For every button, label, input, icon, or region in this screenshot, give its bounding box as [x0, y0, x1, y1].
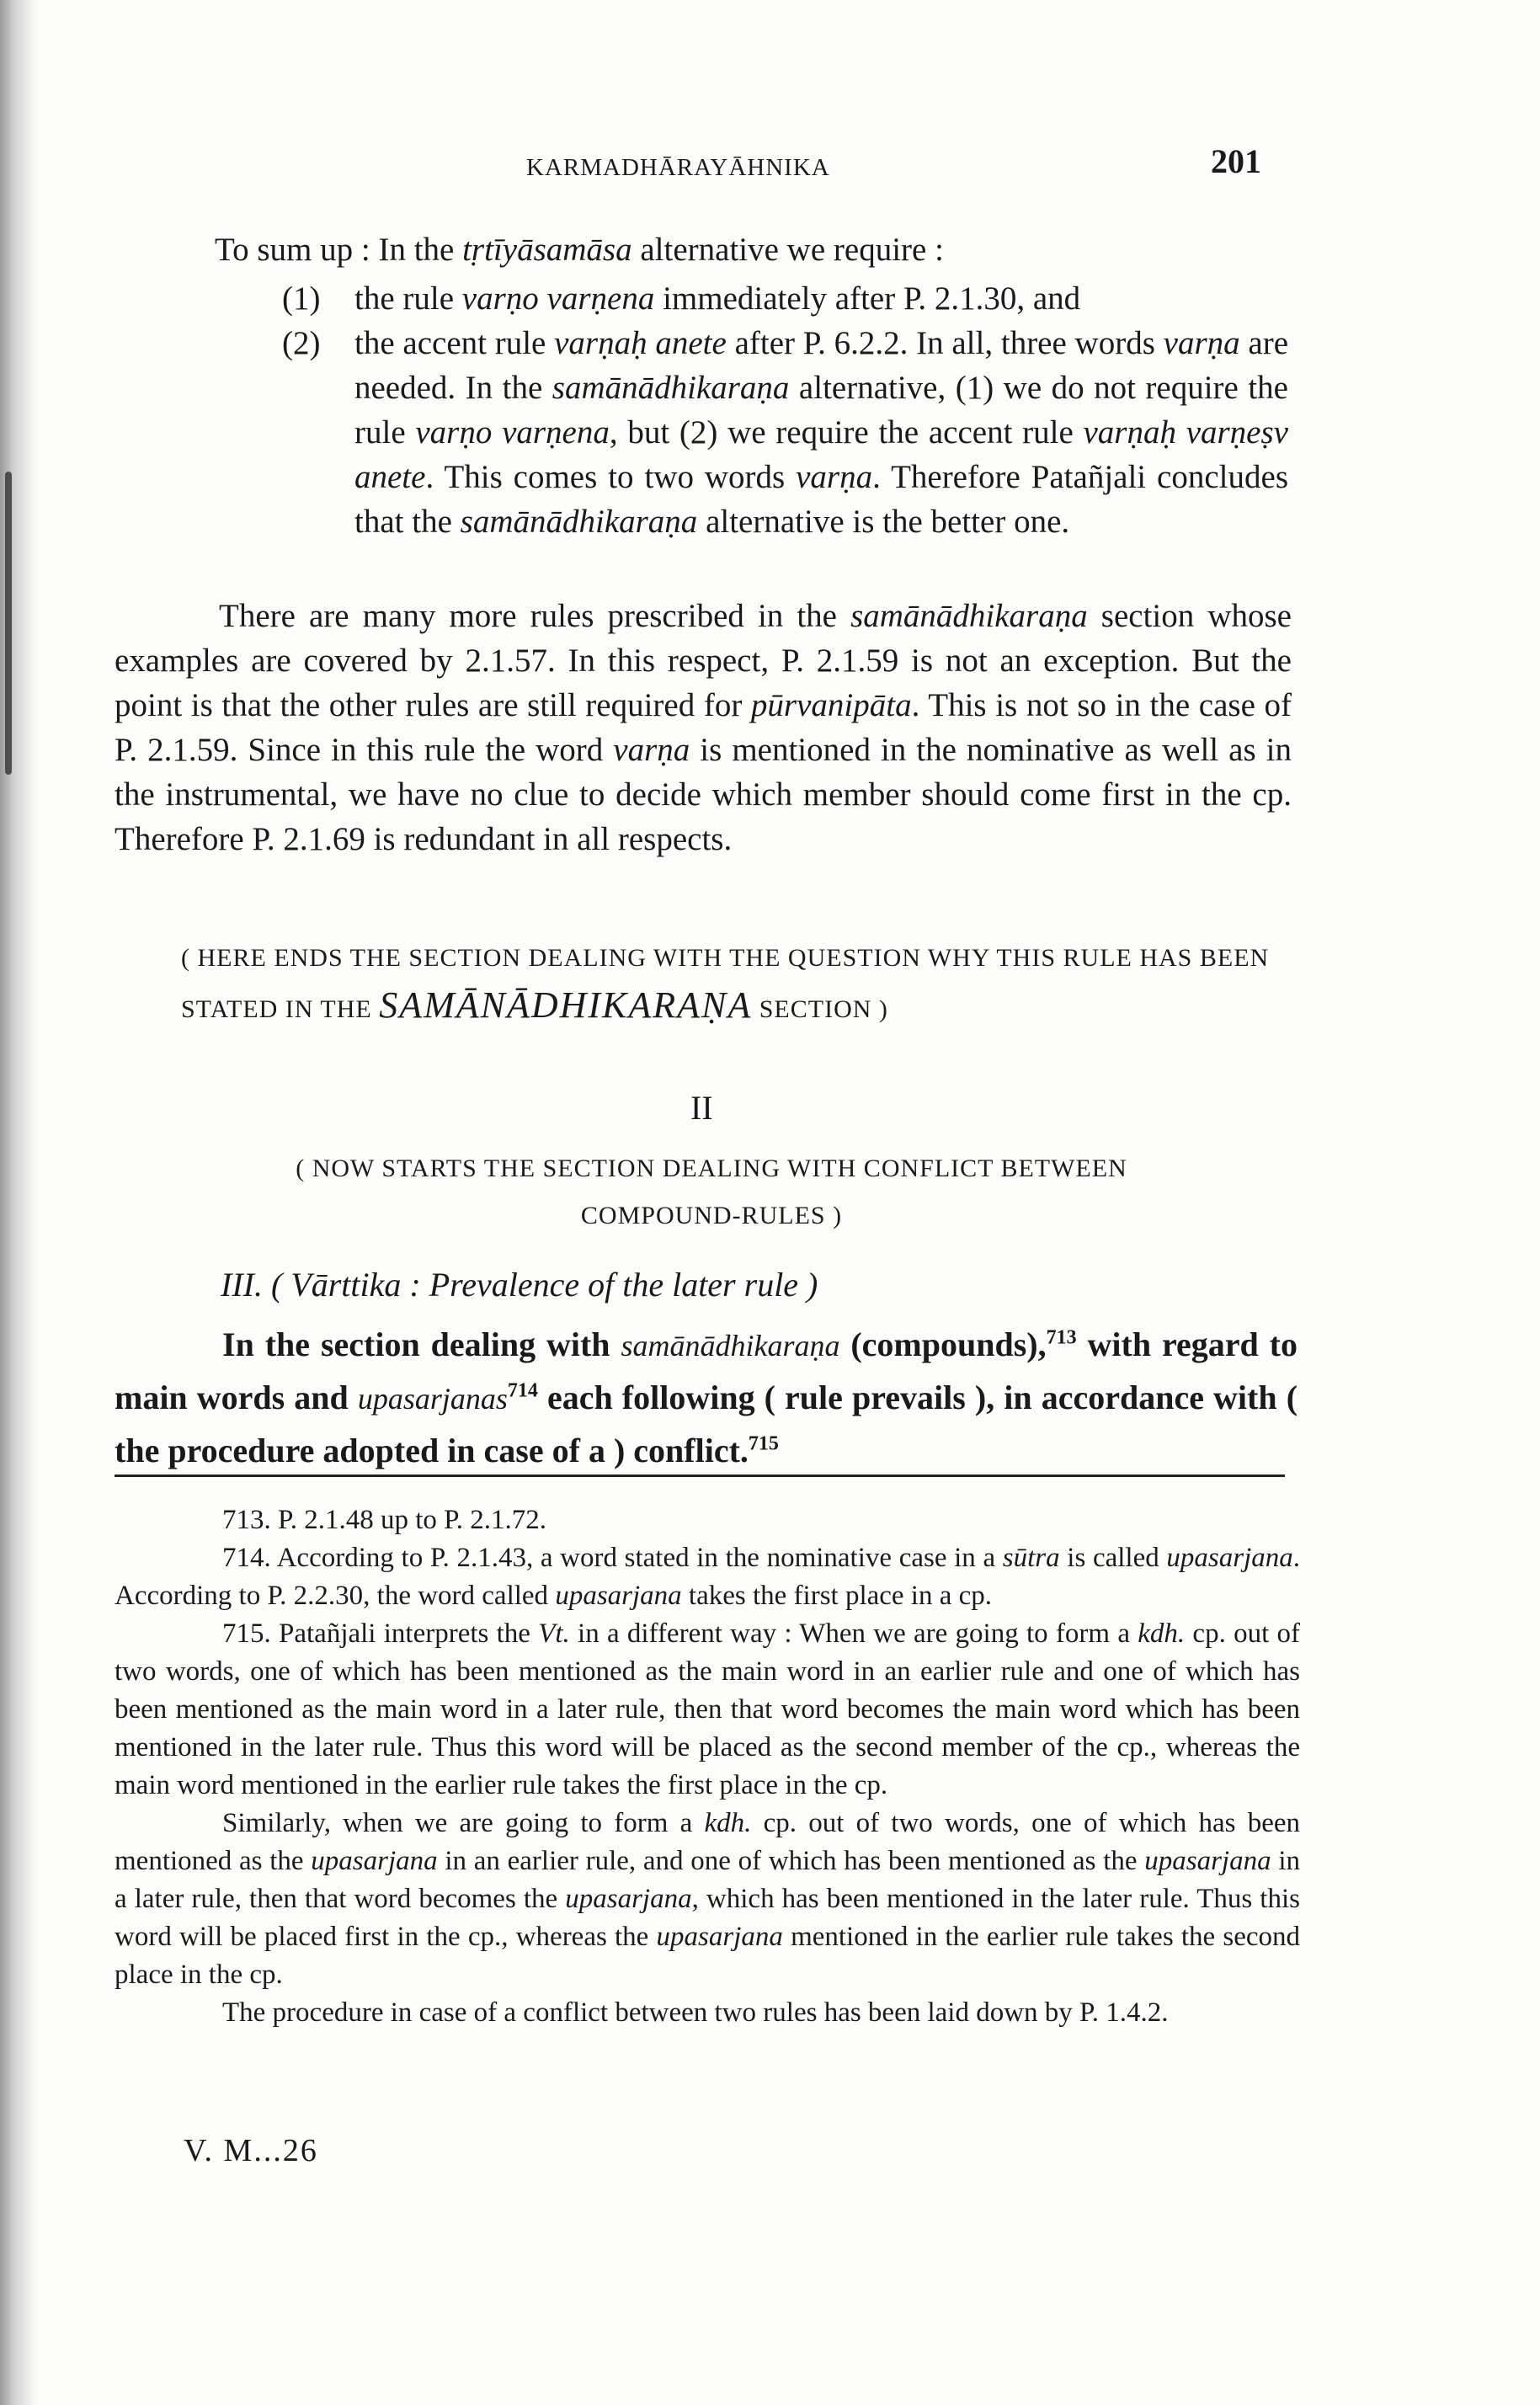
varttika-term: samānādhikaraṇa — [621, 1329, 840, 1362]
item-term: samānādhikaraṇa — [552, 370, 790, 406]
paragraph-term: samānādhikaraṇa — [850, 598, 1088, 634]
footnote-run: cp. out of two words, one of which has been mentioned as the — [115, 1808, 1300, 1876]
item-text: . This comes to two words — [425, 459, 797, 495]
item-term: varṇo varṇena — [415, 414, 610, 451]
footnote-term: upasarjana — [656, 1922, 783, 1952]
printer-signature: V. M...26 — [184, 2133, 318, 2168]
footnote-term: Vt. — [538, 1618, 570, 1649]
footnote-715-similarly — [115, 1805, 1300, 1994]
footnote-term: upasarjana — [311, 1846, 438, 1876]
running-head: KARMADHĀRAYĀHNIKA — [526, 154, 830, 181]
footnote-run: , which has been mentioned in the later rule. Thus this word will be placed first in the cp., whereas the — [115, 1884, 1300, 1952]
summary-lead — [215, 227, 1309, 272]
item-term: varṇa — [1163, 325, 1240, 361]
item-term: varṇo varṇena — [461, 280, 655, 317]
summary-lead-text: In the — [370, 232, 463, 268]
paragraph-redundancy — [115, 594, 1292, 861]
item-text: the accent rule — [354, 325, 555, 361]
footnote-run: in a later rule, then that word becomes the — [115, 1846, 1300, 1914]
footnote-term: upasarjana — [1166, 1543, 1293, 1573]
paragraph-run: . This is not so in the case of P. 2.1.59. Since in this rule the word — [115, 687, 1292, 768]
footnote-divider — [115, 1474, 1285, 1477]
footnotes — [115, 1501, 1300, 2032]
footnote-run: Similarly, when we are going to form a — [222, 1808, 705, 1838]
item-text: are needed. In the — [354, 325, 1289, 406]
section-end-term: SAMĀNĀDHIKARAṆA — [379, 984, 753, 1026]
item-text: alternative, (1) we do not require the rule — [354, 370, 1288, 451]
summary-list — [282, 276, 1288, 544]
footnote-run: in a different way : When we are going to form a — [569, 1618, 1138, 1649]
item-term: samānādhikaraṇa — [460, 504, 698, 540]
footnote-715-procedure: The procedure in case of a conflict between two rules has been laid down by P. 1.4.2. — [222, 1997, 1169, 2028]
item-term: varṇaḥ anete — [554, 325, 727, 361]
varttika-paragraph — [115, 1319, 1298, 1477]
paragraph-term: varṇa — [613, 732, 690, 768]
item-term: varṇaḥ varṇeṣv anete — [354, 414, 1288, 495]
item-term: varṇa — [796, 459, 873, 495]
scan-edge — [0, 0, 39, 2405]
item-text: . Therefore Patañjali concludes that the — [354, 459, 1288, 540]
item-text: alternative is the better one. — [697, 504, 1070, 540]
varttika-term: upasarjanas — [357, 1382, 508, 1416]
section-start-line-2: COMPOUND-RULES ) — [580, 1202, 843, 1229]
footnote-term: kdh. — [1138, 1618, 1186, 1649]
item-number: (1) — [282, 280, 321, 317]
varttika-run: with regard to main words and — [115, 1325, 1298, 1416]
footnote-term: sūtra — [1002, 1543, 1060, 1573]
footnote-ref-713: 713 — [1046, 1326, 1077, 1349]
section-start-note — [206, 1145, 1217, 1240]
summary-lead-text-2: alternative we require : — [631, 232, 944, 268]
section-start-line-1: ( NOW STARTS THE SECTION DEALING WITH CONFLICT BETWEEN — [296, 1155, 1127, 1182]
section-end-text-2: SECTION ) — [752, 995, 888, 1023]
footnote-term: upasarjana — [1144, 1846, 1271, 1876]
paragraph-run: There are many more rules prescribed in the — [219, 598, 851, 634]
footnote-ref-715: 715 — [748, 1432, 779, 1455]
item-text: , but (2) we require the accent rule — [609, 414, 1084, 451]
footnote-term: upasarjana — [565, 1884, 692, 1914]
footnote-run: 714. According to P. 2.1.43, a word stated in the nominative case in a — [222, 1543, 1003, 1573]
varttika-run: each following ( rule prevails ), in accordance with ( the procedure adopted in case of a ) conflict. — [115, 1378, 1298, 1469]
footnote-715 — [115, 1615, 1300, 1805]
footnote-run: . According to P. 2.2.30, the word called — [115, 1543, 1300, 1611]
footnote-run: 715. Patañjali interprets the — [222, 1618, 539, 1649]
footnote-run: in an earlier rule, and one of which has been mentioned as the — [437, 1846, 1145, 1876]
item-text: after P. 6.2.2. In all, three words — [726, 325, 1164, 361]
scan-edge-mark — [5, 472, 12, 775]
footnote-run: is called — [1059, 1543, 1167, 1573]
footnote-run: cp. out of two words, one of which has been mentioned as the main word in an earlier rule and one of which has been mentioned as the main word in a later rule, then that word becomes the main word which has been mentioned in the later rule. Thus this word will be placed as the second member of the cp., whereas the main word mentioned in the earlier rule takes the first place in the cp. — [115, 1618, 1300, 1800]
varttika-run: In the section dealing with — [222, 1325, 621, 1363]
section-numeral: II — [690, 1089, 713, 1127]
item-number: (2) — [282, 325, 321, 361]
paragraph-run: is mentioned in the nominative as well as in the instrumental, we have no clue to decide which member should come first in the cp. Therefore P. 2.1.69 is redundant in all respects. — [115, 732, 1292, 857]
footnote-term: kdh. — [704, 1808, 752, 1838]
paragraph-text — [115, 594, 1292, 861]
footnote-713: 713. P. 2.1.48 up to P. 2.1.72. — [222, 1505, 547, 1535]
section-end-note — [181, 935, 1284, 1033]
varttika-text — [115, 1319, 1298, 1477]
section-end-text: ( HERE ENDS THE SECTION DEALING WITH THE QUESTION WHY THIS RULE HAS BEEN STATED IN THE — [181, 944, 1270, 1023]
varttika-heading: III. ( Vārttika : Prevalence of the later rule ) — [221, 1266, 818, 1304]
summary-lead-label: To sum up : — [215, 232, 370, 268]
varttika-run: (compounds), — [839, 1325, 1047, 1363]
paragraph-run: section whose examples are covered by 2.1.57. In this respect, P. 2.1.59 is not an exception. But the point is that the other rules are still required for — [115, 598, 1292, 723]
footnote-ref-714: 714 — [507, 1379, 538, 1402]
paragraph-term: pūrvanipāta — [750, 687, 912, 723]
item-text: immediately after P. 2.1.30, and — [654, 280, 1081, 317]
item-text: the rule — [354, 280, 462, 317]
summary-lead-term: tṛtīyāsamāsa — [462, 232, 632, 268]
page-number: 201 — [1211, 142, 1261, 180]
summary-item-1 — [282, 276, 1288, 321]
footnote-run: takes the first place in a cp. — [681, 1581, 993, 1611]
summary-item-2 — [282, 321, 1288, 544]
footnote-714 — [115, 1539, 1300, 1615]
footnote-run: mentioned in the earlier rule takes the second place in the cp. — [115, 1922, 1300, 1990]
footnote-term: upasarjana — [555, 1581, 682, 1611]
